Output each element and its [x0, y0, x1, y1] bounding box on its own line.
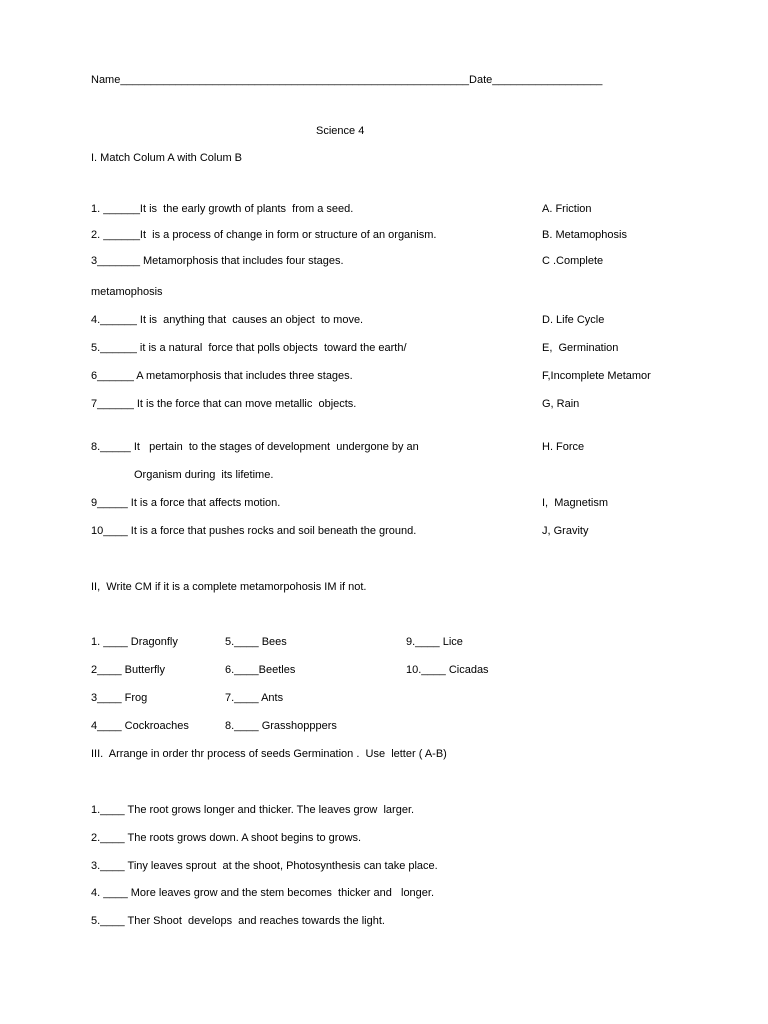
- part1-answer: F,Incomplete Metamor: [542, 370, 651, 382]
- part2-item: 8.____ Grasshopppers: [225, 720, 337, 732]
- part3-item: 3.____ Tiny leaves sprout at the shoot, Photosynthesis can take place.: [91, 860, 438, 872]
- part1-item: 10____ It is a force that pushes rocks and soil beneath the ground.: [91, 525, 417, 537]
- part3-item: 4. ____ More leaves grow and the stem becomes thicker and longer.: [91, 887, 435, 899]
- part1-item: 3_______ Metamorphosis that includes four stages.: [91, 255, 344, 267]
- part1-item: 1. ______It is the early growth of plants from a seed.: [91, 203, 354, 215]
- part3-item: 1.____ The root grows longer and thicker. The leaves grow larger.: [91, 804, 415, 816]
- part1-item: 6______ A metamorphosis that includes three stages.: [91, 370, 353, 382]
- part2-heading: II, Write CM if it is a complete metamorpohosis IM if not.: [91, 581, 367, 593]
- part2-item: 6.____Beetles: [225, 664, 296, 676]
- part1-answer: H. Force: [542, 441, 585, 453]
- part1-heading: I. Match Colum A with Colum B: [91, 152, 242, 164]
- part1-item: 9_____ It is a force that affects motion.: [91, 497, 281, 509]
- part1-answer: B. Metamophosis: [542, 229, 627, 241]
- part3-item: 2.____ The roots grows down. A shoot begins to grows.: [91, 832, 362, 844]
- part3-heading: III. Arrange in order thr process of seeds Germination . Use letter ( A-B): [91, 748, 447, 760]
- part3-item: 5.____ Ther Shoot develops and reaches towards the light.: [91, 915, 385, 927]
- part1-item: 5.______ it is a natural force that polls objects toward the earth/: [91, 342, 407, 354]
- name-date-line: Name_________________________________________________________Date__________________: [91, 74, 603, 86]
- part2-item: 1. ____ Dragonfly: [91, 636, 178, 648]
- part1-item: metamophosis: [91, 286, 163, 298]
- page-title: Science 4: [316, 125, 365, 137]
- part1-item: 8._____ It pertain to the stages of development undergone by an: [91, 441, 419, 453]
- part1-answer: G, Rain: [542, 398, 580, 410]
- part1-answer: J, Gravity: [542, 525, 589, 537]
- part2-item: 4____ Cockroaches: [91, 720, 189, 732]
- part1-answer: E, Germination: [542, 342, 619, 354]
- part1-answer: C .Complete: [542, 255, 604, 267]
- part1-answer: D. Life Cycle: [542, 314, 605, 326]
- part1-item: Organism during its lifetime.: [134, 469, 274, 481]
- part1-item: 4.______ It is anything that causes an object to move.: [91, 314, 364, 326]
- part2-item: 3____ Frog: [91, 692, 148, 704]
- part2-item: 10.____ Cicadas: [406, 664, 489, 676]
- part1-item: 7______ It is the force that can move metallic objects.: [91, 398, 357, 410]
- part2-item: 2____ Butterfly: [91, 664, 165, 676]
- part1-answer: I, Magnetism: [542, 497, 609, 509]
- part2-item: 5.____ Bees: [225, 636, 287, 648]
- part2-item: 7.____ Ants: [225, 692, 284, 704]
- part1-item: 2. ______It is a process of change in form or structure of an organism.: [91, 229, 437, 241]
- part1-answer: A. Friction: [542, 203, 592, 215]
- part2-item: 9.____ Lice: [406, 636, 463, 648]
